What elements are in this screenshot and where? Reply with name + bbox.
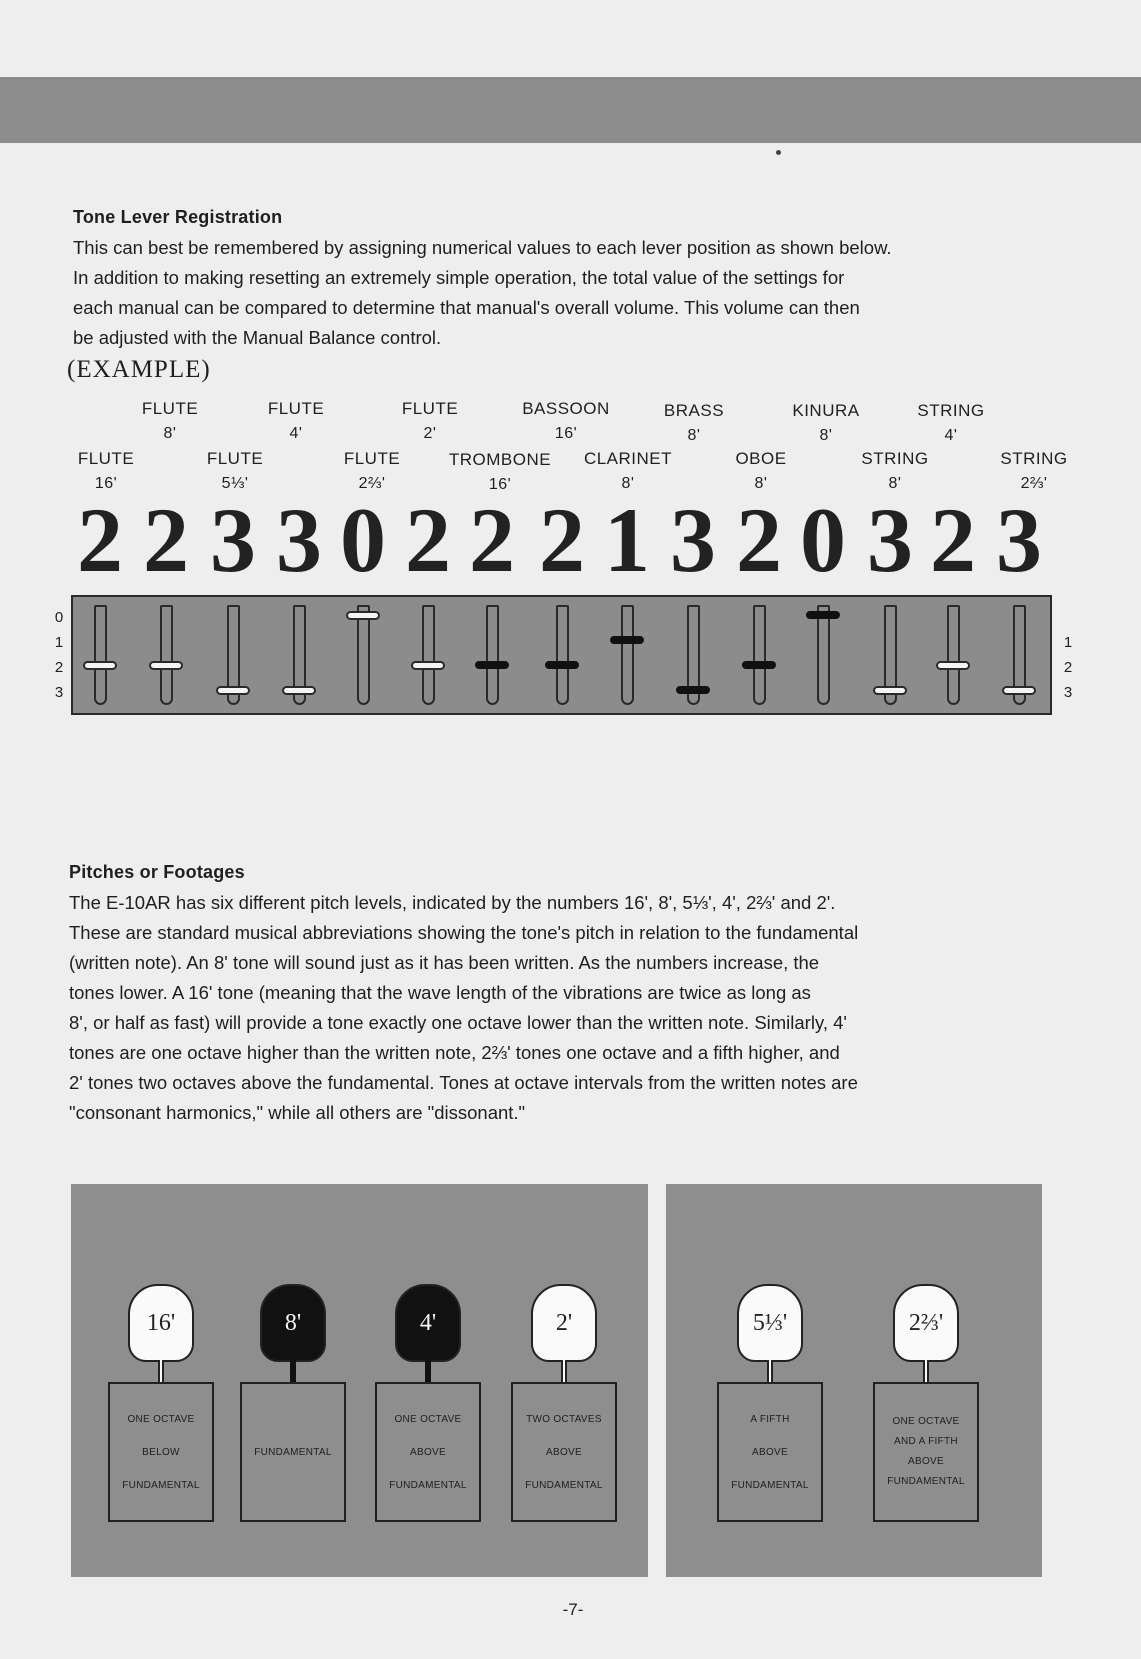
tablet-black: 4' (395, 1284, 461, 1362)
description-line: ABOVE (410, 1446, 446, 1458)
lever-value-number: 2 (405, 489, 451, 591)
tone-lever-knob[interactable] (411, 661, 445, 670)
voice-label (634, 401, 754, 446)
voice-footage: 2⅔' (358, 475, 386, 492)
tone-lever-knob[interactable] (676, 686, 710, 694)
footage-description (887, 1412, 965, 1492)
paragraph-line: tones lower. A 16' tone (meaning that the wave length of the vibrations are twice as long as (69, 982, 811, 1003)
voice-footage: 8' (621, 475, 635, 492)
voice-footage: 4' (944, 427, 958, 444)
footage-description (122, 1403, 200, 1502)
lever-value-number: 3 (276, 489, 322, 591)
tone-lever-slot (486, 605, 499, 705)
tone-lever-slot (357, 605, 370, 705)
tone-lever-slot (753, 605, 766, 705)
voice-footage: 4' (289, 425, 303, 442)
voice-name: FLUTE (141, 399, 199, 418)
voice-name: CLARINET (583, 449, 673, 468)
description-line: ONE OCTAVE (127, 1413, 195, 1425)
tone-lever-knob[interactable] (936, 661, 970, 670)
voice-name: FLUTE (401, 399, 459, 418)
footage-description-box (240, 1382, 346, 1522)
tablet-stem (923, 1360, 929, 1384)
tone-paragraph (73, 233, 1038, 353)
tone-lever-panel (71, 595, 1052, 715)
voice-name: TROMBONE (448, 450, 552, 469)
voice-name: FLUTE (267, 399, 325, 418)
voice-name: BRASS (663, 401, 725, 420)
tablet-black: 8' (260, 1284, 326, 1362)
footage-description-box (511, 1382, 617, 1522)
tone-lever-knob[interactable] (806, 611, 840, 619)
voice-name: STRING (1000, 449, 1068, 468)
header-band (0, 77, 1141, 143)
paragraph-line: The E-10AR has six different pitch levels, indicated by the numbers 16', 8', 5⅓', 4', 2⅔' and 2'. (69, 892, 836, 913)
voice-footage: 16' (554, 425, 578, 442)
lever-value-number: 2 (469, 489, 515, 591)
voice-label (568, 449, 688, 494)
tone-lever-knob[interactable] (346, 611, 380, 620)
lever-value-number: 3 (996, 489, 1042, 591)
tone-lever-slot (556, 605, 569, 705)
scale-mark: 2 (1063, 659, 1073, 676)
voice-label (236, 399, 356, 444)
footage-description-box (108, 1382, 214, 1522)
voice-name: FLUTE (206, 449, 264, 468)
tablet-white: 16' (128, 1284, 194, 1362)
paragraph-line: each manual can be compared to determine that manual's overall volume. This volume can then (73, 297, 860, 318)
description-line: A FIFTH (750, 1413, 790, 1425)
voice-label (370, 399, 490, 444)
footage-description-box (717, 1382, 823, 1522)
tablet-stem (425, 1360, 431, 1384)
voice-footage: 8' (819, 427, 833, 444)
lever-value-number: 2 (77, 489, 123, 591)
voice-label (506, 399, 626, 444)
print-speck (776, 150, 781, 155)
voice-label (835, 449, 955, 494)
voice-footage: 5⅓' (221, 475, 249, 492)
description-line: ABOVE (908, 1456, 944, 1467)
footage-description (731, 1403, 809, 1502)
tone-lever-slot (947, 605, 960, 705)
consonant-footage-diagram (71, 1184, 648, 1577)
tone-lever-slot (94, 605, 107, 705)
tone-lever-knob[interactable] (1002, 686, 1036, 695)
tone-lever-knob[interactable] (83, 661, 117, 670)
scale-mark: 3 (1063, 684, 1073, 701)
voice-label (974, 449, 1094, 494)
tone-lever-knob[interactable] (545, 661, 579, 669)
voice-footage: 8' (163, 425, 177, 442)
voice-label (312, 449, 432, 494)
voice-name: STRING (861, 449, 929, 468)
pitch-paragraph (69, 888, 1035, 1128)
description-line: ABOVE (752, 1446, 788, 1458)
footage-description (525, 1403, 603, 1502)
voice-footage: 16' (488, 476, 512, 493)
description-line: ONE OCTAVE (394, 1413, 462, 1425)
voice-name: KINURA (792, 401, 860, 420)
lever-value-number: 2 (930, 489, 976, 591)
voice-footage: 8' (687, 427, 701, 444)
lever-value-number: 3 (670, 489, 716, 591)
lever-value-number: 1 (604, 489, 650, 591)
description-line: FUNDAMENTAL (731, 1479, 809, 1491)
voice-name: BASSOON (522, 399, 610, 418)
lever-value-number: 3 (867, 489, 913, 591)
footage-description (389, 1403, 467, 1502)
scale-mark: 3 (54, 684, 64, 701)
tablet-stem (561, 1360, 567, 1384)
tone-lever-knob[interactable] (742, 661, 776, 669)
paragraph-line: tones are one octave higher than the written note, 2⅔' tones one octave and a fifth higher, and (69, 1042, 840, 1063)
lever-value-number: 2 (539, 489, 585, 591)
lever-value-number: 2 (736, 489, 782, 591)
tone-lever-slot (422, 605, 435, 705)
tone-lever-knob[interactable] (282, 686, 316, 695)
lever-value-number: 2 (143, 489, 189, 591)
lever-value-number: 0 (340, 489, 386, 591)
paragraph-line: be adjusted with the Manual Balance control. (73, 327, 442, 348)
tablet-stem (767, 1360, 773, 1384)
description-line: ABOVE (546, 1446, 582, 1458)
tone-lever-slot (621, 605, 634, 705)
description-line: FUNDAMENTAL (525, 1479, 603, 1491)
tone-lever-slot (160, 605, 173, 705)
tablet-stem (290, 1360, 296, 1384)
tone-lever-knob[interactable] (216, 686, 250, 695)
tablet-white: 2⅔' (893, 1284, 959, 1362)
voice-name: FLUTE (77, 449, 135, 468)
footage-description-box (375, 1382, 481, 1522)
paragraph-line: 8', or half as fast) will provide a tone exactly one octave lower than the written note. Similarly, 4' (69, 1012, 847, 1033)
paragraph-line: This can best be remembered by assigning numerical values to each lever position as shown below. (73, 237, 892, 258)
scale-mark: 1 (1063, 634, 1073, 651)
tone-lever-knob[interactable] (149, 661, 183, 670)
paragraph-line: "consonant harmonics," while all others are "dissonant." (69, 1102, 526, 1123)
description-line: AND A FIFTH (894, 1436, 958, 1447)
tablet-white: 5⅓' (737, 1284, 803, 1362)
tone-lever-knob[interactable] (610, 636, 644, 644)
voice-footage: 16' (94, 475, 118, 492)
voice-label (110, 399, 230, 444)
voice-name: OBOE (735, 449, 787, 468)
pitch-heading: Pitches or Footages (69, 862, 245, 882)
description-line: FUNDAMENTAL (887, 1476, 965, 1487)
voice-label (766, 401, 886, 446)
description-line: TWO OCTAVES (526, 1413, 602, 1425)
paragraph-line: These are standard musical abbreviations showing the tone's pitch in relation to the fundamental (69, 922, 859, 943)
description-line: BELOW (142, 1446, 180, 1458)
voice-name: FLUTE (343, 449, 401, 468)
page-number: -7- (562, 1600, 584, 1619)
scale-mark: 2 (54, 659, 64, 676)
scale-mark: 0 (54, 609, 64, 626)
tone-lever-knob[interactable] (475, 661, 509, 669)
lever-value-number: 0 (800, 489, 846, 591)
voice-footage: 2⅔' (1020, 475, 1048, 492)
footage-description (254, 1436, 332, 1469)
tone-lever-slot (817, 605, 830, 705)
voice-footage: 8' (888, 475, 902, 492)
paragraph-line: 2' tones two octaves above the fundamental. Tones at octave intervals from the written notes are (69, 1072, 858, 1093)
example-title: (EXAMPLE) (67, 356, 211, 383)
tablet-white: 2' (531, 1284, 597, 1362)
description-line: ONE OCTAVE (892, 1416, 960, 1427)
paragraph-line: In addition to making resetting an extremely simple operation, the total value of the settings for (73, 267, 845, 288)
dissonant-footage-diagram (666, 1184, 1042, 1577)
footage-description-box (873, 1382, 979, 1522)
description-line: FUNDAMENTAL (389, 1479, 467, 1491)
tone-lever-knob[interactable] (873, 686, 907, 695)
voice-label (701, 449, 821, 494)
tablet-stem (158, 1360, 164, 1384)
description-line: FUNDAMENTAL (122, 1479, 200, 1491)
lever-value-number: 3 (210, 489, 256, 591)
voice-footage: 2' (423, 425, 437, 442)
voice-label (46, 449, 166, 494)
scale-mark: 1 (54, 634, 64, 651)
voice-label (175, 449, 295, 494)
paragraph-line: (written note). An 8' tone will sound just as it has been written. As the numbers increase, the (69, 952, 820, 973)
tone-heading: Tone Lever Registration (73, 207, 283, 227)
voice-footage: 8' (754, 475, 768, 492)
description-line: FUNDAMENTAL (254, 1446, 332, 1458)
voice-name: STRING (917, 401, 985, 420)
voice-label (891, 401, 1011, 446)
